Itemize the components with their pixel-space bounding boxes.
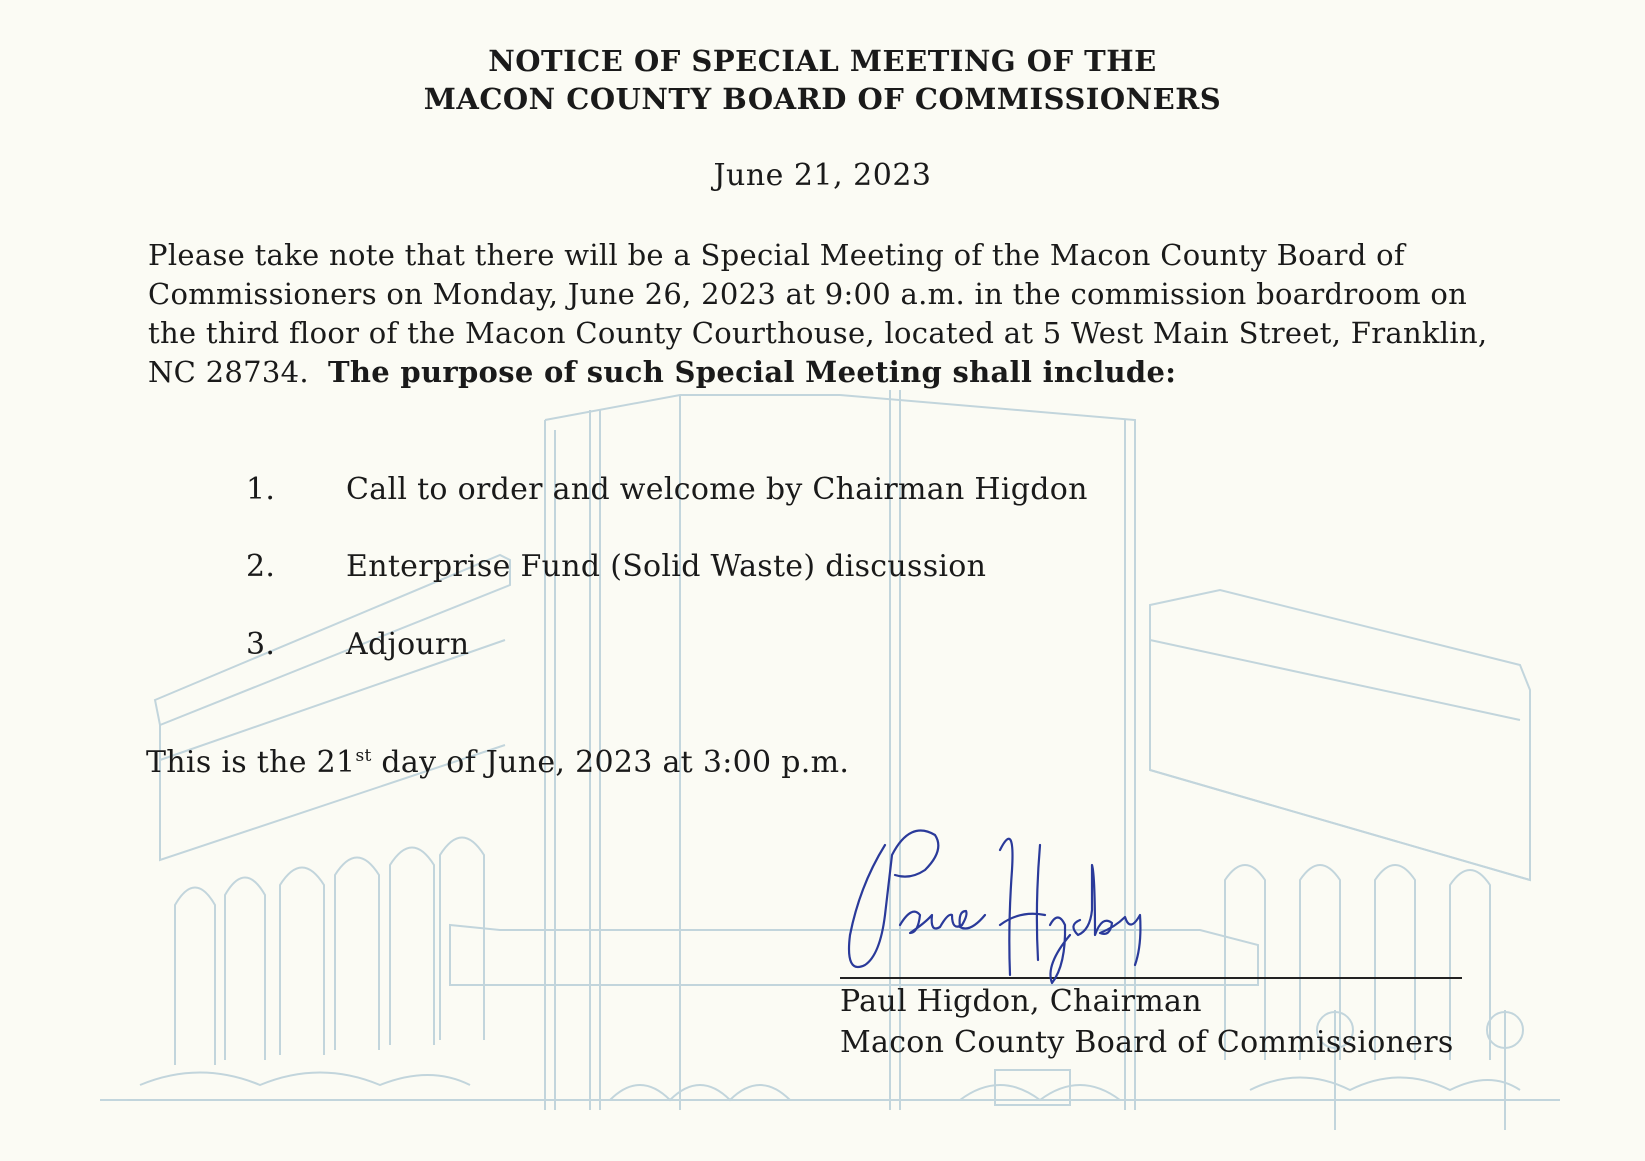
agenda-item-number: 2. [246,549,276,584]
notice-body [148,236,1508,392]
agenda-item [246,472,1088,507]
closing-suffix: day of June, 2023 at 3:00 p.m. [371,745,850,780]
signer-organization: Macon County Board of Commissioners [840,1025,1454,1060]
agenda-item-number: 1. [246,472,276,507]
agenda-item-text: Enterprise Fund (Solid Waste) discussion [346,549,987,584]
notice-title-line2: MACON COUNTY BOARD OF COMMISSIONERS [423,82,1222,116]
notice-body-purpose: The purpose of such Special Meeting shall include: [328,355,1177,389]
notice-body-text: Please take note that there will be a Special Meeting of the Macon County Board of Commissioners on Monday, June 26, 2023 at 9:00 a.m. in the commission boardroom on the third floor of the Macon County Courthouse, located at 5 West Main Street, Franklin, NC 28734. [148,238,1488,389]
agenda-item-text: Call to order and welcome by Chairman Higdon [346,472,1088,507]
closing-superscript: st [355,746,372,766]
closing-prefix: This is the 21 [146,745,356,780]
handwritten-signature [840,815,1180,990]
signer-name-title: Paul Higdon, Chairman [840,984,1202,1019]
notice-date: June 21, 2023 [713,158,932,193]
agenda-item-number: 3. [246,627,276,662]
notice-title-line1: NOTICE OF SPECIAL MEETING OF THE [488,44,1157,78]
closing-statement [146,745,849,780]
agenda-item [246,549,986,584]
agenda-item [246,627,469,662]
agenda-item-text: Adjourn [346,627,470,662]
